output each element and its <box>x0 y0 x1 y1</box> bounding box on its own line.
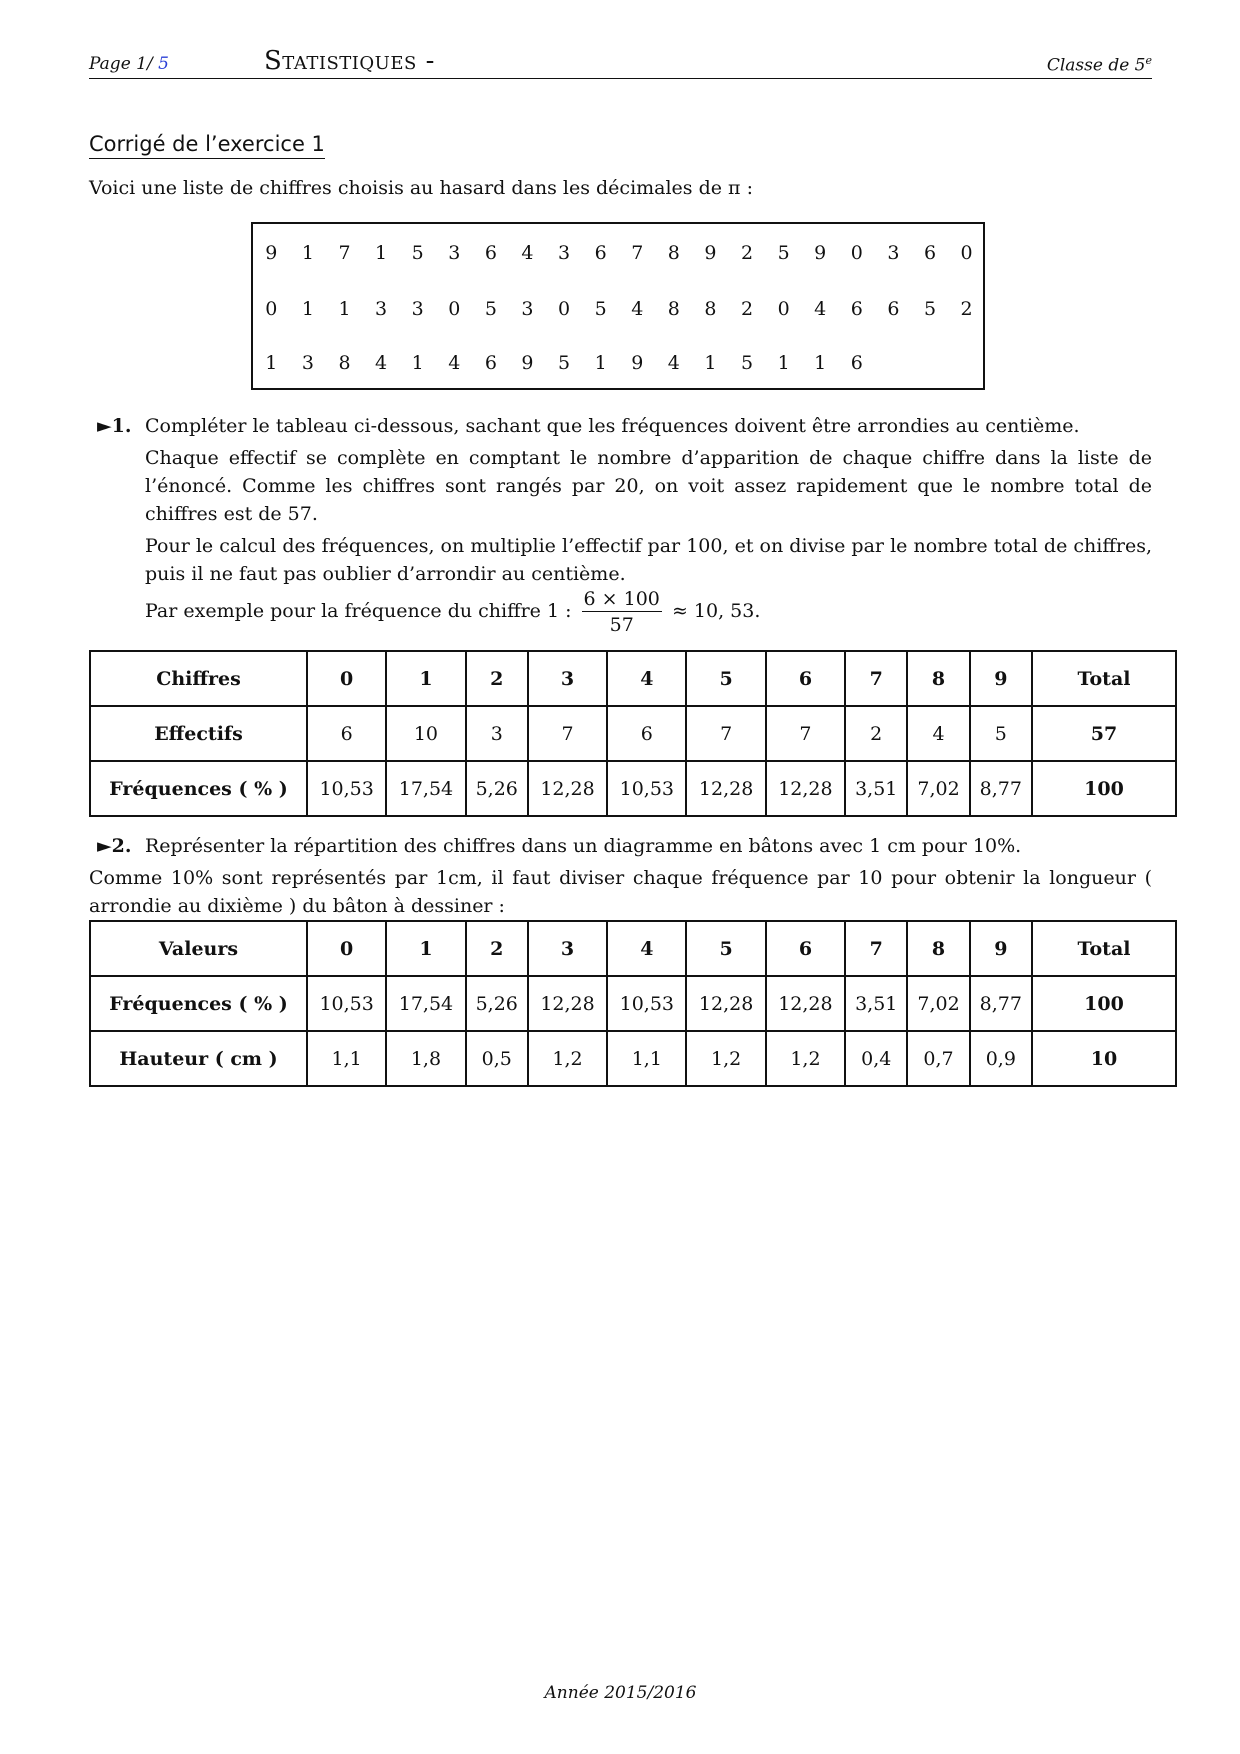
digit-cell: 3 <box>558 242 571 264</box>
page-number <box>89 54 169 74</box>
digit-cell: 6 <box>484 352 497 374</box>
row-label-frequences: Fréquences ( % ) <box>90 761 307 816</box>
digit-cell: 9 <box>704 242 717 264</box>
digit-cell: 5 <box>594 298 607 320</box>
table-cell-total: Total <box>1032 921 1176 976</box>
table-cell: 4 <box>607 921 686 976</box>
digit-cell: 1 <box>777 352 790 374</box>
digit-cell: 0 <box>265 298 278 320</box>
table-cell-total: 100 <box>1032 976 1176 1031</box>
digit-cell: 4 <box>667 352 680 374</box>
table-cell: 7 <box>528 706 607 761</box>
table-cell: 10,53 <box>307 976 386 1031</box>
table-cell: 0,7 <box>907 1031 969 1086</box>
fraction-denominator: 57 <box>609 614 634 636</box>
table-cell: 6 <box>766 921 845 976</box>
table-cell: 8,77 <box>970 976 1032 1031</box>
digit-row-1 <box>253 242 985 272</box>
class-sup: e <box>1145 54 1152 67</box>
question-2-prompt: Représenter la répartition des chiffres dans un diagramme en bâtons avec 1 cm pour 10%. <box>145 835 1022 857</box>
page-total-link[interactable]: 5 <box>158 54 169 74</box>
frequency-table <box>89 650 1177 817</box>
question-1-example <box>145 588 1152 636</box>
digit-cell: 1 <box>594 352 607 374</box>
table-cell: 0,5 <box>466 1031 528 1086</box>
table-cell: 1,2 <box>528 1031 607 1086</box>
table-cell: 3 <box>466 706 528 761</box>
row-label-frequences: Fréquences ( % ) <box>90 976 307 1031</box>
section-title: Corrigé de l’exercice 1 <box>89 132 325 159</box>
table-row <box>90 761 1176 816</box>
class-text: Classe de 5 <box>1046 55 1146 76</box>
digit-cell: 0 <box>777 298 790 320</box>
table-cell: 12,28 <box>528 976 607 1031</box>
table-cell: 7 <box>766 706 845 761</box>
digit-cell: 1 <box>301 242 314 264</box>
table-cell: 3 <box>528 651 607 706</box>
digit-cell: 2 <box>740 242 754 264</box>
digit-cell: 0 <box>558 298 571 320</box>
digit-cell: 9 <box>521 352 534 374</box>
table-cell: 12,28 <box>528 761 607 816</box>
table-cell: 0,9 <box>970 1031 1032 1086</box>
digit-cell: 9 <box>265 242 278 264</box>
document-title: Statistiques - <box>264 46 435 76</box>
table-cell: 0 <box>307 921 386 976</box>
row-label-effectifs: Effectifs <box>90 706 307 761</box>
table-cell: 1,2 <box>766 1031 845 1086</box>
table-cell: 1,8 <box>386 1031 465 1086</box>
digit-cell: 5 <box>740 352 754 374</box>
digit-cell: 1 <box>704 352 717 374</box>
digit-cell: 4 <box>631 298 644 320</box>
digit-cell: 1 <box>411 352 424 374</box>
digit-cell: 8 <box>338 352 351 374</box>
example-fraction <box>582 588 662 636</box>
table-cell: 1,2 <box>686 1031 765 1086</box>
table-cell: 10 <box>386 706 465 761</box>
table-cell: 8 <box>907 651 969 706</box>
digit-cell: 6 <box>923 242 937 264</box>
table-cell-total: 10 <box>1032 1031 1176 1086</box>
table-cell: 3 <box>528 921 607 976</box>
digit-cell: 0 <box>960 242 973 264</box>
table-cell: 1 <box>386 651 465 706</box>
document-page <box>89 0 1184 1754</box>
table-cell: 4 <box>607 651 686 706</box>
digit-cell: 0 <box>448 298 461 320</box>
table-cell: 6 <box>766 651 845 706</box>
question-1-prompt: Compléter le tableau ci-dessous, sachant que les fréquences doivent être arrondies au centième. <box>145 415 1080 437</box>
table-cell: 7 <box>686 706 765 761</box>
digit-cell: 1 <box>338 298 351 320</box>
table-cell: 12,28 <box>766 976 845 1031</box>
height-table <box>89 920 1177 1087</box>
table-cell: 1,1 <box>307 1031 386 1086</box>
table-row <box>90 1031 1176 1086</box>
table-cell: 7,02 <box>907 976 969 1031</box>
table-cell: 5 <box>686 921 765 976</box>
digit-cell: 9 <box>814 242 827 264</box>
digit-cell: 3 <box>375 298 388 320</box>
row-label-chiffres: Chiffres <box>90 651 307 706</box>
table-cell: 17,54 <box>386 976 465 1031</box>
table-cell: 5 <box>686 651 765 706</box>
class-label <box>1047 54 1152 76</box>
table-cell: 8,77 <box>970 761 1032 816</box>
digit-cell: 6 <box>850 298 863 320</box>
digit-cell: 6 <box>484 242 497 264</box>
digit-cell: 7 <box>631 242 644 264</box>
digit-list-box <box>251 222 985 390</box>
table-cell: 2 <box>466 651 528 706</box>
table-cell: 10,53 <box>607 761 686 816</box>
table-cell: 0,4 <box>845 1031 907 1086</box>
digit-cell: 3 <box>521 298 534 320</box>
example-prefix: Par exemple pour la fréquence du chiffre 1 : <box>145 600 572 622</box>
question-2 <box>97 832 131 860</box>
row-label-hauteur: Hauteur ( cm ) <box>90 1031 307 1086</box>
digit-cell: 5 <box>484 298 497 320</box>
example-result: ≈ 10, 53. <box>671 600 761 622</box>
question-1 <box>97 412 131 440</box>
table-cell: 10,53 <box>607 976 686 1031</box>
table-cell: 12,28 <box>766 761 845 816</box>
digit-cell: 1 <box>814 352 827 374</box>
digit-cell: 6 <box>887 298 900 320</box>
question-1-marker: ►1. <box>97 415 132 437</box>
digit-cell: 5 <box>923 298 937 320</box>
table-cell: 7 <box>845 651 907 706</box>
table-cell: 3,51 <box>845 761 907 816</box>
table-cell: 0 <box>307 651 386 706</box>
table-row <box>90 921 1176 976</box>
table-cell: 3,51 <box>845 976 907 1031</box>
table-cell: 4 <box>907 706 969 761</box>
digit-cell: 2 <box>960 298 973 320</box>
digit-cell: 3 <box>411 298 424 320</box>
table-cell: 8 <box>907 921 969 976</box>
digit-row-3 <box>253 352 875 382</box>
digit-cell: 1 <box>375 242 388 264</box>
table-cell: 7 <box>845 921 907 976</box>
digit-cell: 4 <box>521 242 534 264</box>
table-row <box>90 651 1176 706</box>
table-cell: 7,02 <box>907 761 969 816</box>
question-2-explanation: Comme 10% sont représentés par 1cm, il faut diviser chaque fréquence par 10 pour obtenir la longueur ( arrondie au dixième ) du bâton à dessiner : <box>89 867 1152 917</box>
table-cell: 5 <box>970 706 1032 761</box>
fraction-numerator: 6 × 100 <box>583 588 660 610</box>
table-cell: 10,53 <box>307 761 386 816</box>
digit-cell: 6 <box>850 352 863 374</box>
table-cell-total: Total <box>1032 651 1176 706</box>
page-header <box>89 44 1152 79</box>
table-cell: 2 <box>845 706 907 761</box>
page-label: Page 1/ <box>89 54 153 74</box>
table-row <box>90 976 1176 1031</box>
table-cell-total: 100 <box>1032 761 1176 816</box>
intro-text: Voici une liste de chiffres choisis au hasard dans les décimales de π : <box>89 177 753 199</box>
digit-cell: 8 <box>667 298 680 320</box>
digit-cell: 8 <box>704 298 717 320</box>
digit-cell: 5 <box>558 352 571 374</box>
digit-cell: 1 <box>301 298 314 320</box>
table-cell: 6 <box>307 706 386 761</box>
digit-cell: 1 <box>265 352 278 374</box>
digit-cell: 9 <box>631 352 644 374</box>
row-label-valeurs: Valeurs <box>90 921 307 976</box>
table-cell: 1 <box>386 921 465 976</box>
question-2-marker: ►2. <box>97 835 132 857</box>
table-cell: 12,28 <box>686 761 765 816</box>
digit-cell: 3 <box>301 352 314 374</box>
table-cell: 5,26 <box>466 976 528 1031</box>
digit-cell: 3 <box>887 242 900 264</box>
table-row <box>90 706 1176 761</box>
digit-cell: 0 <box>850 242 863 264</box>
digit-cell: 7 <box>338 242 351 264</box>
page-footer: Année 2015/2016 <box>544 1683 697 1703</box>
digit-cell: 4 <box>814 298 827 320</box>
digit-row-2 <box>253 298 985 328</box>
digit-cell: 8 <box>667 242 680 264</box>
digit-cell: 6 <box>594 242 607 264</box>
digit-cell: 5 <box>777 242 790 264</box>
table-cell: 9 <box>970 651 1032 706</box>
digit-cell: 3 <box>448 242 461 264</box>
table-cell: 9 <box>970 921 1032 976</box>
table-cell: 6 <box>607 706 686 761</box>
question-1-paragraph-2: Pour le calcul des fréquences, on multiplie l’effectif par 100, et on divise par le nombre total de chiffres, puis il ne faut pas oublier d’arrondir au centième. <box>145 535 1152 585</box>
question-1-paragraph-1: Chaque effectif se complète en comptant le nombre d’apparition de chaque chiffre dans la liste de l’énoncé. Comme les chiffres sont rangés par 20, on voit assez rapidement que le nombre total de chiffres est de 57. <box>145 447 1152 525</box>
digit-cell: 2 <box>740 298 754 320</box>
digit-cell: 5 <box>411 242 424 264</box>
table-cell: 17,54 <box>386 761 465 816</box>
digit-cell: 4 <box>375 352 388 374</box>
table-cell: 12,28 <box>686 976 765 1031</box>
table-cell-total: 57 <box>1032 706 1176 761</box>
table-cell: 5,26 <box>466 761 528 816</box>
digit-cell: 4 <box>448 352 461 374</box>
table-cell: 1,1 <box>607 1031 686 1086</box>
table-cell: 2 <box>466 921 528 976</box>
